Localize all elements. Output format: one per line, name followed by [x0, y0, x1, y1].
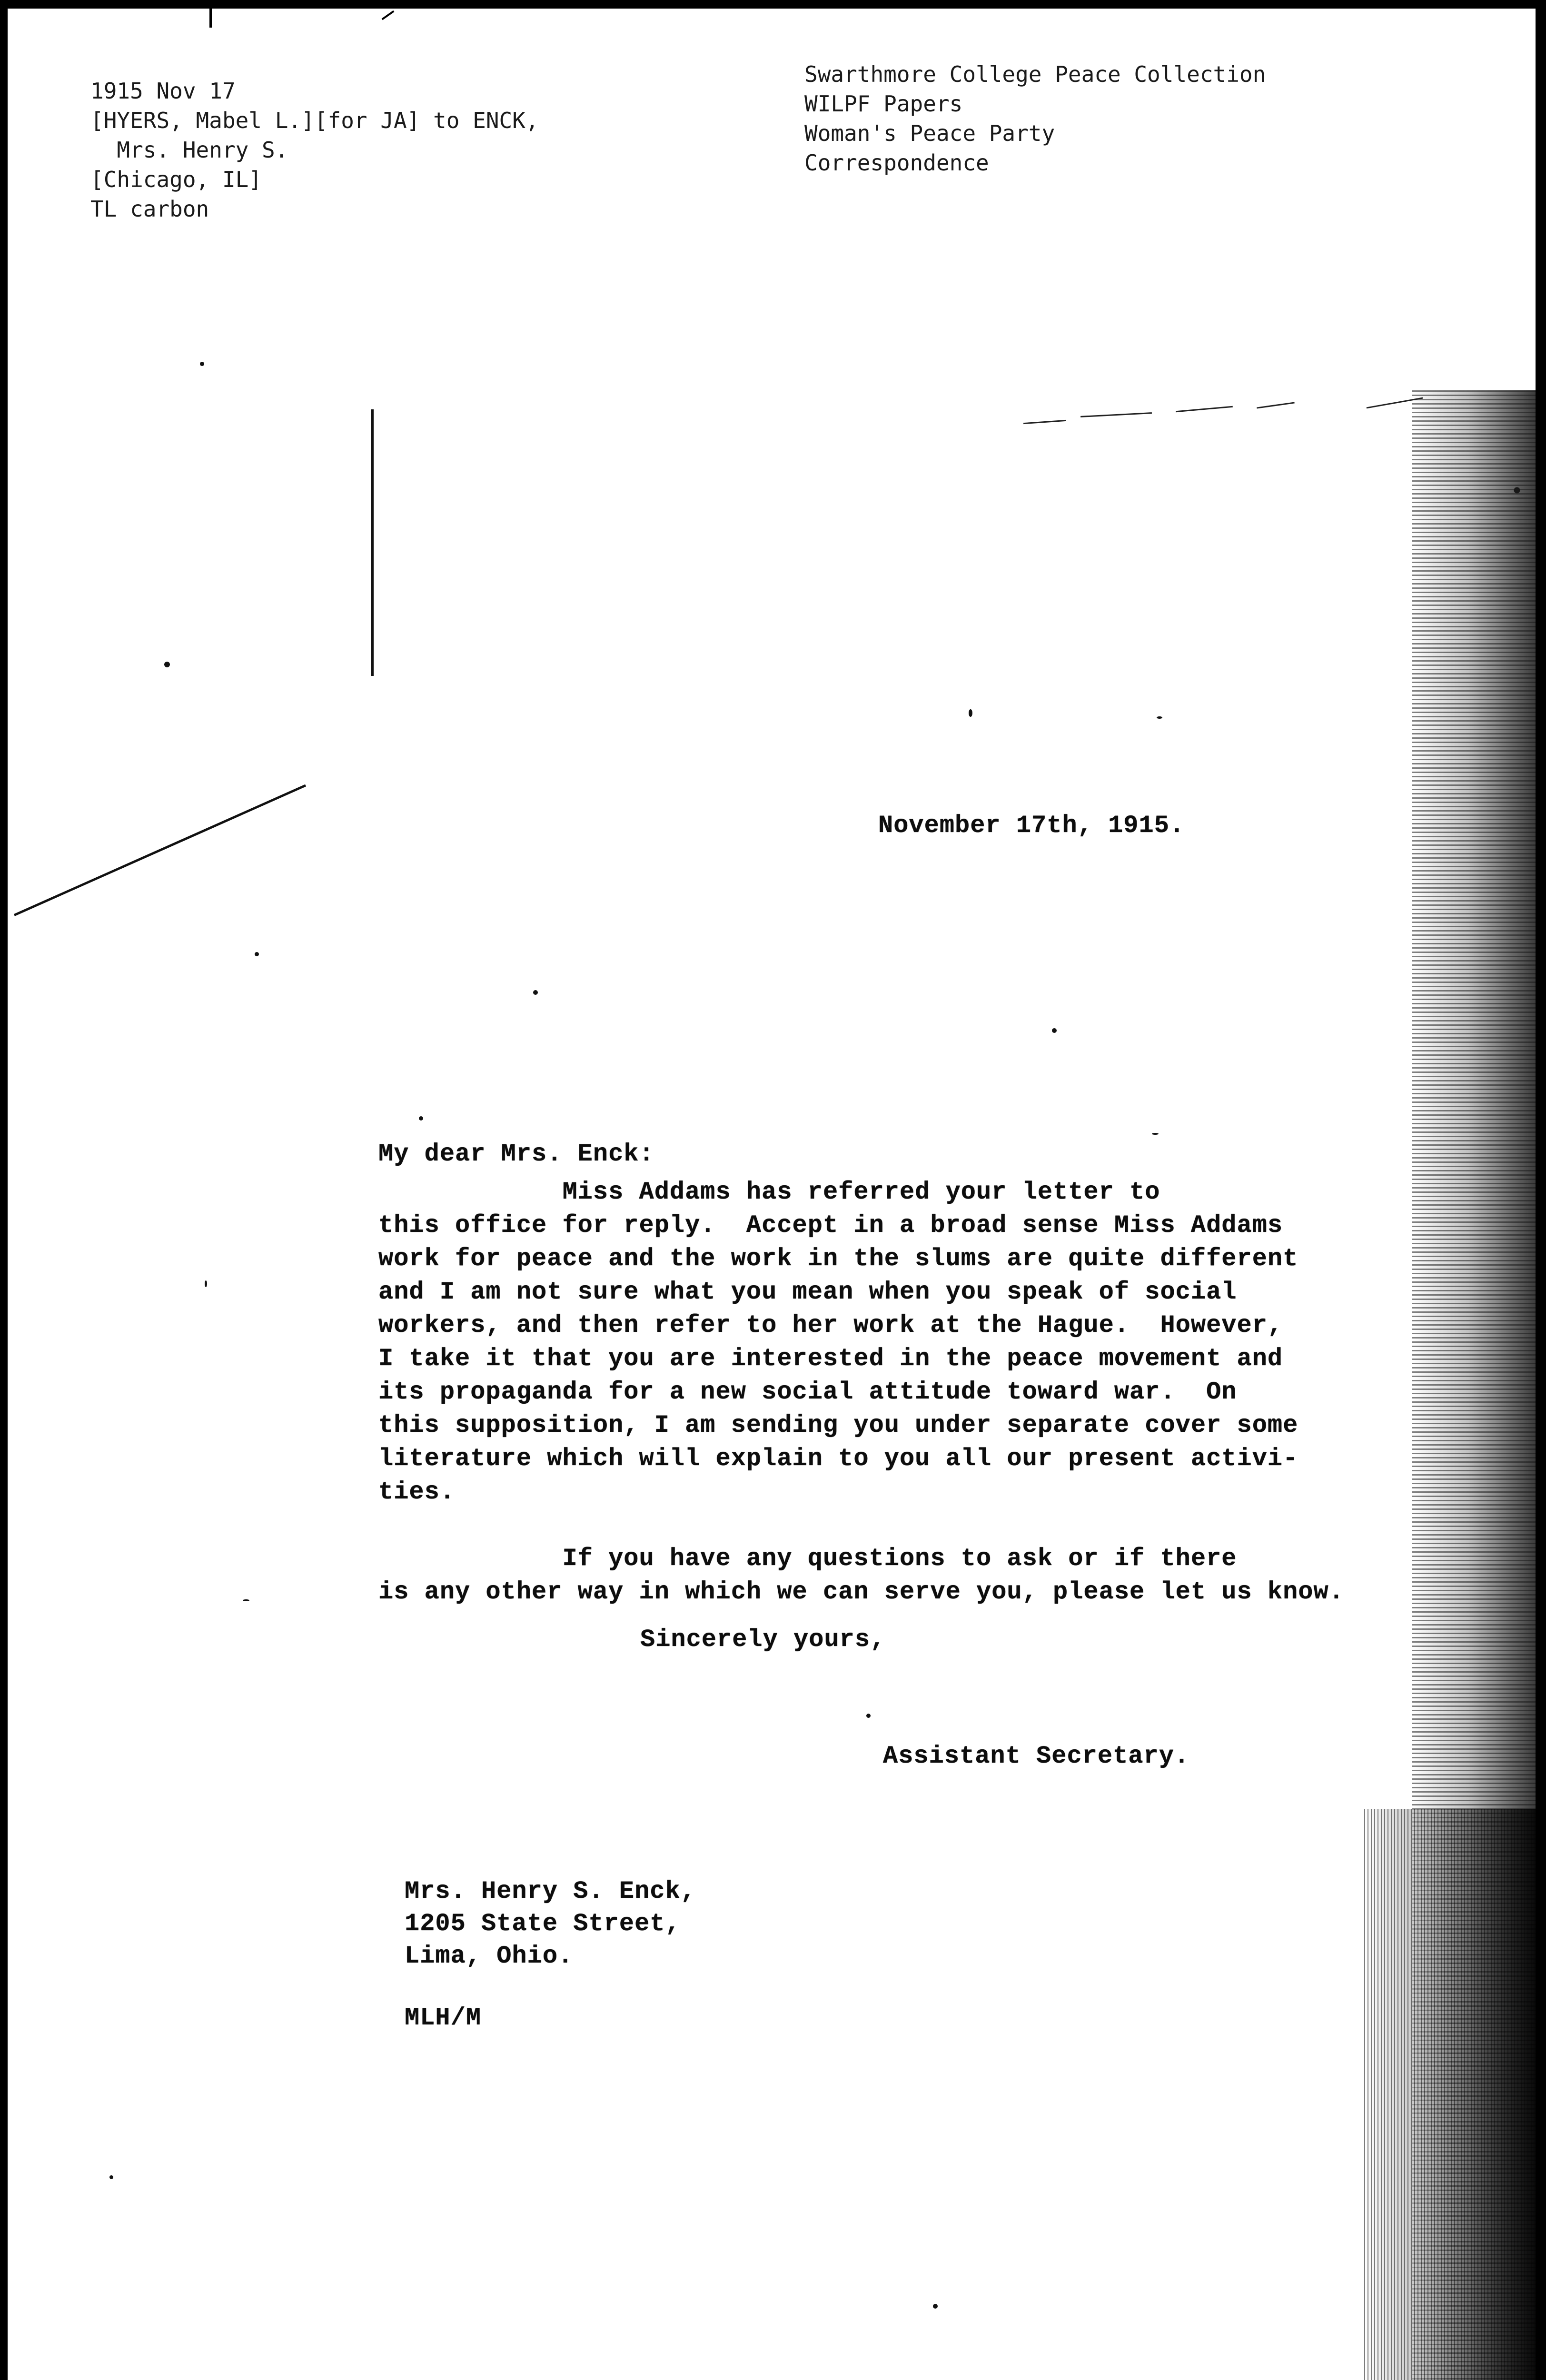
letter-closing: Sincerely yours, — [640, 1626, 886, 1654]
scan-speck — [969, 709, 972, 717]
citation-line: 1915 Nov 17 — [90, 78, 236, 104]
address-line: Lima, Ohio. — [405, 1942, 574, 1970]
letter-salutation: My dear Mrs. Enck: — [378, 1140, 654, 1168]
citation-line: TL carbon — [90, 196, 209, 222]
body-line: and I am not sure what you mean when you speak of social — [378, 1278, 1237, 1306]
scan-mark — [382, 10, 395, 20]
signature-title: Assistant Secretary. — [883, 1742, 1190, 1770]
address-line: Mrs. Henry S. Enck, — [405, 1877, 696, 1905]
letter-body — [378, 1176, 1344, 1609]
scan-speck — [200, 362, 204, 366]
body-line: its propaganda for a new social attitude toward war. On — [378, 1378, 1237, 1406]
body-line: this supposition, I am sending you under separate cover some — [378, 1411, 1298, 1439]
collection-label — [804, 60, 1266, 178]
body-line — [378, 1509, 1344, 1542]
scan-border-left — [0, 0, 8, 2380]
citation-line: [HYERS, Mabel L.][for JA] to ENCK, — [90, 108, 539, 133]
scan-mark — [209, 9, 212, 28]
scan-speck — [1052, 1028, 1057, 1033]
scan-speck — [109, 2175, 113, 2179]
collection-line: Swarthmore College Peace Collection — [804, 61, 1266, 87]
scan-speck — [419, 1116, 423, 1121]
collection-line: Woman's Peace Party — [804, 120, 1055, 146]
scan-border-top — [0, 0, 1546, 9]
scan-speck — [255, 952, 259, 956]
citation-line: Mrs. Henry S. — [90, 137, 288, 163]
scan-speck — [243, 1599, 249, 1601]
collection-line: Correspondence — [804, 150, 989, 176]
scan-speck — [533, 990, 538, 995]
recipient-address — [405, 1875, 696, 1973]
typist-initials: MLH/M — [405, 2004, 482, 2032]
scan-speck — [866, 1714, 871, 1718]
scan-speck — [205, 1280, 207, 1287]
letter-date: November 17th, 1915. — [878, 812, 1185, 840]
scan-speck — [933, 2304, 938, 2309]
scan-edge-noise — [1364, 1809, 1536, 2380]
scan-mark — [1176, 406, 1233, 412]
body-line: If you have any questions to ask or if there — [378, 1545, 1237, 1573]
scan-mark — [1080, 412, 1152, 417]
collection-line: WILPF Papers — [804, 91, 963, 117]
body-line: is any other way in which we can serve you, please let us know. — [378, 1578, 1344, 1606]
citation-line: [Chicago, IL] — [90, 167, 262, 192]
body-line: this office for reply. Accept in a broad sense Miss Addams — [378, 1211, 1283, 1240]
body-line: literature which will explain to you all our present activi- — [378, 1445, 1298, 1473]
address-line: 1205 State Street, — [405, 1910, 681, 1938]
archival-citation — [90, 76, 539, 224]
diagonal-scan-line — [14, 784, 306, 916]
body-line: workers, and then refer to her work at the Hague. However, — [378, 1311, 1283, 1339]
body-line: ties. — [378, 1478, 456, 1506]
scan-speck — [1152, 1133, 1159, 1135]
body-line: work for peace and the work in the slums are quite different — [378, 1245, 1298, 1273]
margin-rule-line — [371, 409, 374, 676]
scan-mark — [1023, 420, 1066, 424]
body-line: Miss Addams has referred your letter to — [378, 1178, 1160, 1206]
scan-mark — [1257, 402, 1295, 408]
scan-speck — [1157, 716, 1162, 719]
scan-border-right — [1536, 0, 1546, 2380]
scan-speck — [164, 662, 170, 667]
body-line: I take it that you are interested in the peace movement and — [378, 1345, 1283, 1373]
